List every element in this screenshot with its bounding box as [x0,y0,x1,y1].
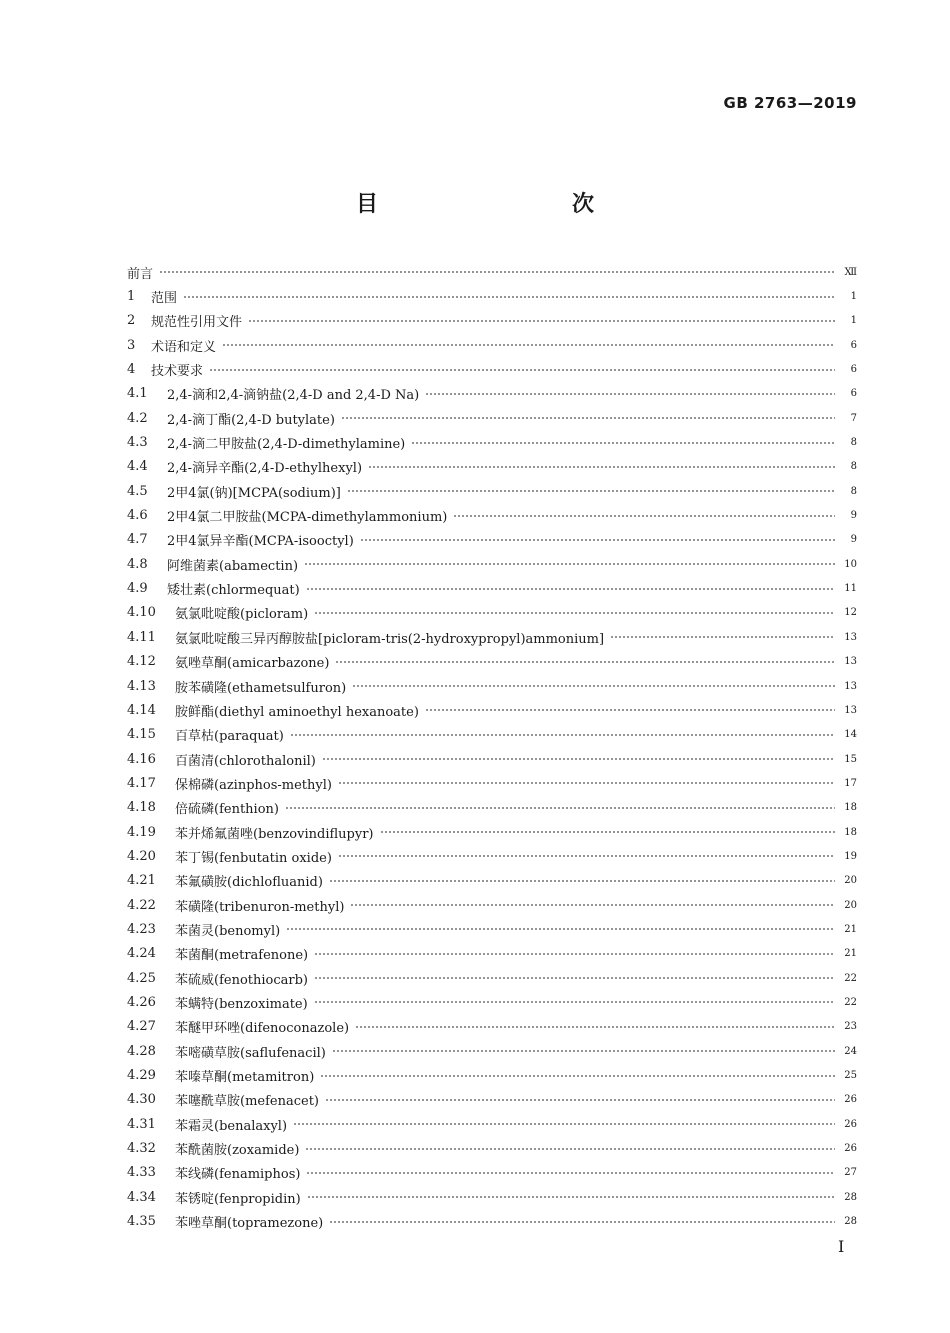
toc-entry-page: 6 [850,364,857,376]
toc-entry-label: 苯醚甲环唑(difenoconazole) [175,1021,350,1037]
toc-entry-page: 6 [850,388,857,400]
toc-entry-page: 13 [844,631,857,643]
toc-entry-page: 8 [850,437,857,449]
toc-entry-number: 4.27 [127,1019,156,1035]
table-of-contents [127,260,857,1234]
toc-dot-leader [360,535,835,545]
toc-entry-label: 苯螨特(benzoximate) [175,996,308,1012]
toc-entry-number: 4.13 [127,678,156,694]
toc-entry-label: 保棉磷(azinphos-methyl) [175,777,332,793]
toc-entry[interactable] [127,771,857,795]
toc-entry-number: 1 [127,289,136,305]
toc-entry-page: 12 [844,607,857,619]
toc-entry[interactable] [127,309,857,333]
toc-entry-number: 4.3 [127,435,148,451]
toc-dot-leader [425,389,835,399]
toc-entry[interactable] [127,674,857,698]
toc-dot-leader [322,754,835,764]
toc-dot-leader [453,511,835,521]
toc-entry-number: 4.9 [127,581,148,597]
toc-entry-page: 19 [844,850,857,862]
toc-entry[interactable] [127,576,857,600]
toc-entry-page: Ⅻ [844,266,857,278]
toc-entry-number: 4.26 [127,994,156,1010]
toc-entry-page: 21 [844,923,857,935]
toc-entry-label: 前言 [127,266,154,282]
toc-entry-label: 2甲4氯二甲胺盐(MCPA-dimethylammonium) [167,510,448,526]
toc-dot-leader [306,584,835,594]
toc-entry-number: 4.2 [127,410,148,426]
toc-dot-leader [293,1119,835,1129]
toc-dot-leader [248,316,835,326]
toc-entry[interactable] [127,333,857,357]
toc-entry[interactable] [127,1088,857,1112]
toc-entry[interactable] [127,820,857,844]
toc-entry-number: 4.28 [127,1043,156,1059]
toc-entry-page: 26 [844,1143,857,1155]
toc-entry[interactable] [127,1161,857,1185]
toc-entry-label: 矮壮素(chlormequat) [167,583,300,599]
toc-entry-number: 4.20 [127,848,156,864]
toc-entry-page: 8 [850,485,857,497]
toc-entry-number: 4.21 [127,873,156,889]
toc-entry-label: 2甲4氯(钠)[MCPA(sodium)] [167,485,341,501]
toc-entry-page: 13 [844,656,857,668]
toc-entry[interactable] [127,844,857,868]
toc-dot-leader [368,462,835,472]
toc-entry-page: 28 [844,1191,857,1203]
toc-entry[interactable] [127,942,857,966]
toc-entry-number: 4.10 [127,605,156,621]
toc-entry-page: 22 [844,996,857,1008]
toc-dot-leader [306,1168,835,1178]
toc-entry-number: 4.15 [127,727,156,743]
toc-entry[interactable] [127,1136,857,1160]
toc-entry-label: 2,4-滴和2,4-滴钠盐(2,4-D and 2,4-D Na) [167,388,420,404]
toc-entry-page: 25 [844,1070,857,1082]
standard-code: GB 2763—2019 [723,94,857,112]
toc-entry-label: 术语和定义 [151,339,217,355]
toc-entry-number: 4.25 [127,970,156,986]
toc-entry-label: 苯并烯氟菌唑(benzovindiflupyr) [175,826,374,842]
toc-entry-number: 4.6 [127,508,148,524]
toc-dot-leader [183,292,835,302]
toc-entry-number: 4.34 [127,1189,156,1205]
toc-entry-number: 4.22 [127,897,156,913]
toc-entry[interactable] [127,503,857,527]
toc-entry[interactable] [127,796,857,820]
toc-entry-label: 苯酰菌胺(zoxamide) [175,1143,300,1159]
toc-entry-label: 苯噻酰草胺(mefenacet) [175,1094,319,1110]
toc-entry[interactable] [127,1063,857,1087]
toc-dot-leader [425,705,835,715]
toc-entry-number: 4.32 [127,1141,156,1157]
toc-entry-label: 范围 [151,291,178,307]
toc-entry-page: 27 [844,1167,857,1179]
toc-entry[interactable] [127,917,857,941]
toc-dot-leader [209,365,835,375]
toc-entry-page: 8 [850,461,857,473]
toc-entry-label: 苯硫威(fenothiocarb) [175,972,308,988]
toc-entry-number: 4.24 [127,946,156,962]
toc-entry-number: 4.14 [127,702,156,718]
toc-entry-page: 26 [844,1118,857,1130]
toc-dot-leader [380,827,836,837]
toc-entry-number: 4 [127,362,136,378]
toc-entry-number: 4.11 [127,629,156,645]
toc-entry-number: 4.29 [127,1068,156,1084]
toc-entry-label: 苯菌灵(benomyl) [175,923,281,939]
toc-dot-leader [320,1071,835,1081]
toc-entry-label: 苯丁锡(fenbutatin oxide) [175,850,332,866]
toc-dot-leader [411,438,835,448]
toc-entry-number: 4.17 [127,775,156,791]
toc-dot-leader [325,1095,835,1105]
toc-dot-leader [314,997,835,1007]
toc-entry-label: 氨氯吡啶酸三异丙醇胺盐[picloram-tris(2-hydroxypropyl)ammonium] [175,631,605,647]
toc-dot-leader [290,730,835,740]
toc-entry-page: 9 [850,510,857,522]
toc-entry[interactable] [127,966,857,990]
toc-dot-leader [304,559,835,569]
toc-entry[interactable] [127,1039,857,1063]
toc-entry[interactable] [127,479,857,503]
toc-entry-page: 10 [844,558,857,570]
toc-entry-page: 6 [850,339,857,351]
toc-entry[interactable] [127,357,857,381]
toc-entry-label: 苯嘧磺草胺(saflufenacil) [175,1045,326,1061]
toc-entry-number: 4.1 [127,386,148,402]
toc-entry-number: 4.4 [127,459,148,475]
toc-entry-label: 规范性引用文件 [151,315,243,331]
toc-entry[interactable] [127,990,857,1014]
toc-entry-label: 倍硫磷(fenthion) [175,802,279,818]
toc-entry-label: 苯锈啶(fenpropidin) [175,1191,301,1207]
toc-entry-label: 氨唑草酮(amicarbazone) [175,656,330,672]
toc-entry-number: 4.12 [127,654,156,670]
toc-entry-page: 21 [844,948,857,960]
toc-entry[interactable] [127,723,857,747]
toc-entry-page: 26 [844,1094,857,1106]
toc-entry-number: 4.16 [127,751,156,767]
toc-entry-number: 4.33 [127,1165,156,1181]
toc-entry-number: 4.23 [127,921,156,937]
toc-entry-page: 1 [850,291,857,303]
toc-entry-page: 1 [850,315,857,327]
toc-entry-label: 技术要求 [151,364,204,380]
toc-entry-number: 4.31 [127,1116,156,1132]
toc-entry-page: 18 [844,826,857,838]
toc-entry-label: 胺苯磺隆(ethametsulfuron) [175,680,347,696]
toc-entry[interactable] [127,747,857,771]
toc-entry[interactable] [127,455,857,479]
toc-entry-number: 3 [127,337,136,353]
toc-entry-label: 胺鲜酯(diethyl aminoethyl hexanoate) [175,704,419,720]
toc-dot-leader [159,267,835,277]
toc-entry-number: 4.5 [127,483,148,499]
toc-entry-label: 苯唑草酮(topramezone) [175,1216,324,1232]
toc-entry-label: 2,4-滴丁酯(2,4-D butylate) [167,412,335,428]
toc-dot-leader [285,803,835,813]
toc-entry[interactable] [127,698,857,722]
toc-entry-label: 百草枯(paraquat) [175,729,284,745]
toc-entry[interactable] [127,1185,857,1209]
toc-entry-label: 阿维菌素(abamectin) [167,558,299,574]
toc-dot-leader [305,1144,835,1154]
toc-entry-number: 4.35 [127,1214,156,1230]
toc-entry-page: 17 [844,777,857,789]
toc-dot-leader [332,1046,835,1056]
toc-entry[interactable] [127,650,857,674]
toc-entry-label: 苯嗪草酮(metamitron) [175,1070,315,1086]
toc-entry-label: 苯磺隆(tribenuron-methyl) [175,899,345,915]
toc-entry-number: 4.19 [127,824,156,840]
toc-entry-number: 4.7 [127,532,148,548]
toc-entry[interactable] [127,284,857,308]
toc-entry-number: 4.8 [127,556,148,572]
toc-dot-leader [314,608,835,618]
toc-dot-leader [347,486,835,496]
toc-entry-label: 2甲4氯异辛酯(MCPA-isooctyl) [167,534,354,550]
toc-entry-label: 2,4-滴二甲胺盐(2,4-D-dimethylamine) [167,437,406,453]
toc-entry[interactable] [127,1015,857,1039]
toc-entry-page: 14 [844,729,857,741]
toc-entry[interactable] [127,260,857,284]
toc-entry[interactable] [127,528,857,552]
toc-entry[interactable] [127,601,857,625]
toc-dot-leader [286,924,835,934]
toc-entry[interactable] [127,552,857,576]
toc-entry[interactable] [127,430,857,454]
toc-dot-leader [355,1022,835,1032]
toc-dot-leader [314,973,835,983]
toc-entry-page: 15 [844,753,857,765]
toc-entry[interactable] [127,1209,857,1233]
toc-dot-leader [610,632,835,642]
toc-entry-number: 2 [127,313,136,329]
toc-entry-page: 11 [844,583,857,595]
toc-entry[interactable] [127,382,857,406]
toc-dot-leader [338,778,835,788]
toc-entry-page: 24 [844,1045,857,1057]
toc-entry[interactable] [127,1112,857,1136]
toc-dot-leader [352,681,835,691]
toc-entry-label: 百菌清(chlorothalonil) [175,753,316,769]
toc-entry-label: 2,4-滴异辛酯(2,4-D-ethylhexyl) [167,461,363,477]
toc-dot-leader [329,1217,835,1227]
toc-entry-page: 7 [850,412,857,424]
toc-dot-leader [307,1192,835,1202]
toc-entry-page: 20 [844,899,857,911]
toc-entry-label: 苯菌酮(metrafenone) [175,948,309,964]
toc-entry-page: 13 [844,704,857,716]
toc-entry[interactable] [127,625,857,649]
toc-entry[interactable] [127,893,857,917]
toc-entry-page: 28 [844,1216,857,1228]
toc-entry[interactable] [127,869,857,893]
toc-dot-leader [314,949,835,959]
toc-entry-label: 苯氟磺胺(dichlofluanid) [175,875,323,891]
toc-entry-number: 4.18 [127,800,156,816]
toc-dot-leader [222,340,835,350]
toc-dot-leader [329,876,835,886]
toc-entry-page: 20 [844,875,857,887]
page-title: 目 次 [355,192,644,217]
toc-entry[interactable] [127,406,857,430]
toc-entry-page: 9 [850,534,857,546]
toc-entry-number: 4.30 [127,1092,156,1108]
toc-entry-label: 氨氯吡啶酸(picloram) [175,607,309,623]
toc-entry-page: 23 [844,1021,857,1033]
toc-dot-leader [335,657,835,667]
toc-dot-leader [338,851,835,861]
toc-dot-leader [350,900,835,910]
toc-entry-label: 苯霜灵(benalaxyl) [175,1118,288,1134]
toc-entry-page: 13 [844,680,857,692]
toc-entry-page: 22 [844,972,857,984]
page-number: Ⅰ [838,1237,845,1256]
toc-entry-label: 苯线磷(fenamiphos) [175,1167,301,1183]
toc-dot-leader [341,413,835,423]
toc-entry-page: 18 [844,802,857,814]
